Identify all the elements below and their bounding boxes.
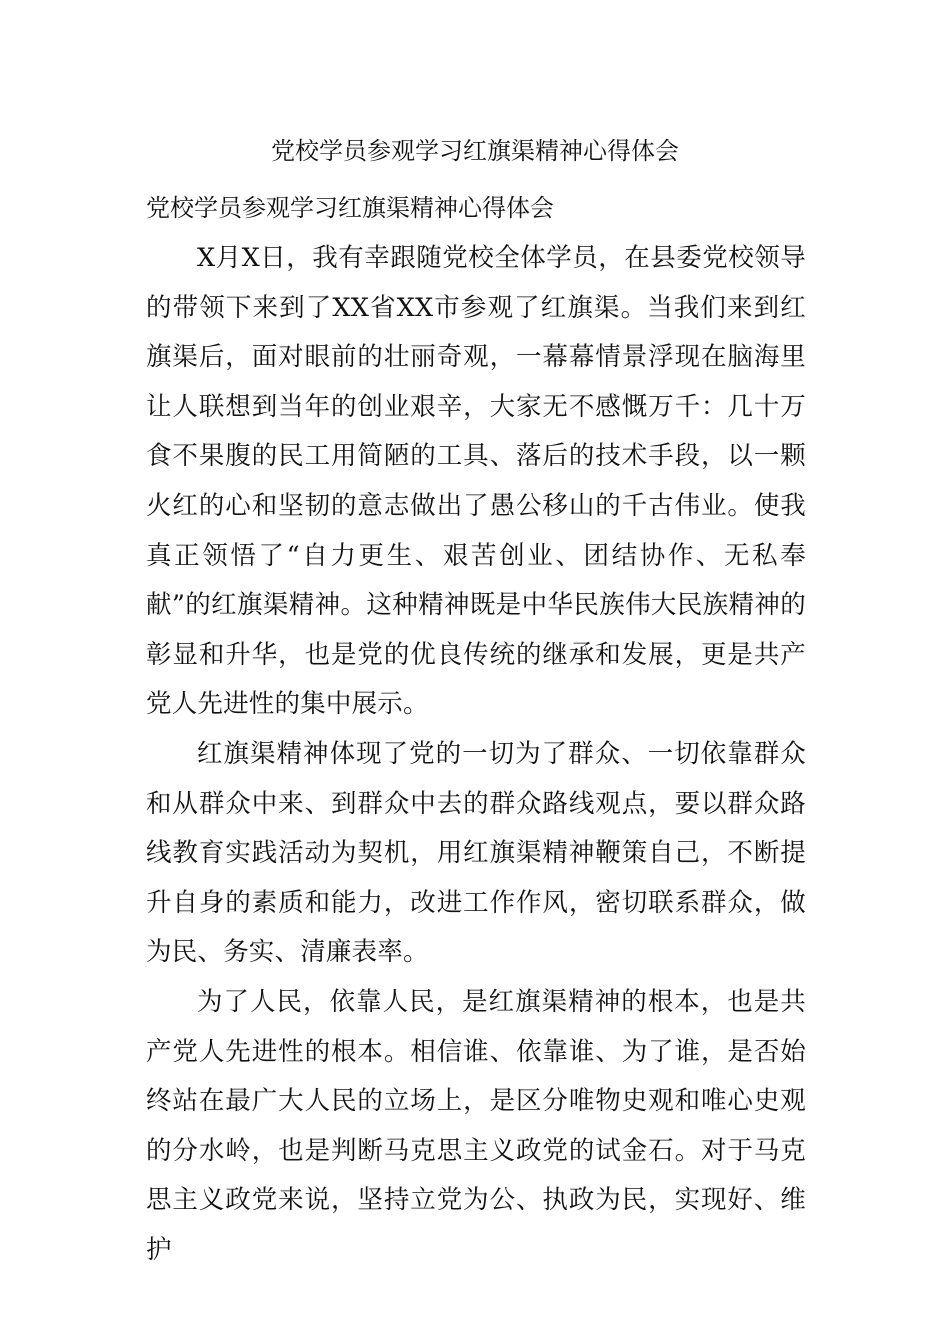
document-body xyxy=(146,182,806,1275)
document-subtitle: 党校学员参观学习红旗渠精神心得体会 xyxy=(146,194,554,222)
paragraph-3: 为了人民，依靠人民，是红旗渠精神的根本，也是共产党人先进性的根本。相信谁、依靠谁、为了谁，是否始终站在最广大人民的立场上，是区分唯物史观和唯心史观的分水岭，也是判断马克思主义政党的试金石。对于马克思主义政党来说，坚持立党为公、执政为民，实现好、维护 xyxy=(146,986,806,1265)
document-title: 党校学员参观学习红旗渠精神心得体会 xyxy=(271,137,679,165)
paragraph-2: 红旗渠精神体现了党的一切为了群众、一切依靠群众和从群众中来、到群众中去的群众路线观点，要以群众路线教育实践活动为契机，用红旗渠精神鞭策自己，不断提升自身的素质和能力，改进工作作风，密切联系群众，做为民、务实、清廉表率。 xyxy=(146,738,806,968)
paragraph-1: X月X日，我有幸跟随党校全体学员，在县委党校领导的带领下来到了XX省XX市参观了红旗渠。当我们来到红旗渠后，面对眼前的壮丽奇观，一幕幕情景浮现在脑海里让人联想到当年的创业艰辛，大家无不感慨万千：几十万食不果腹的民工用简陋的工具、落后的技术手段，以一颗火红的心和坚韧的意志做出了愚公移山的千古伟业。使我真正领悟了“自力更生、艰苦创业、团结协作、无私奉献”的红旗渠精神。这种精神既是中华民族伟大民族精神的彰显和升华，也是党的优良传统的继承和发展，更是共产党人先进性的集中展示。 xyxy=(146,243,806,720)
